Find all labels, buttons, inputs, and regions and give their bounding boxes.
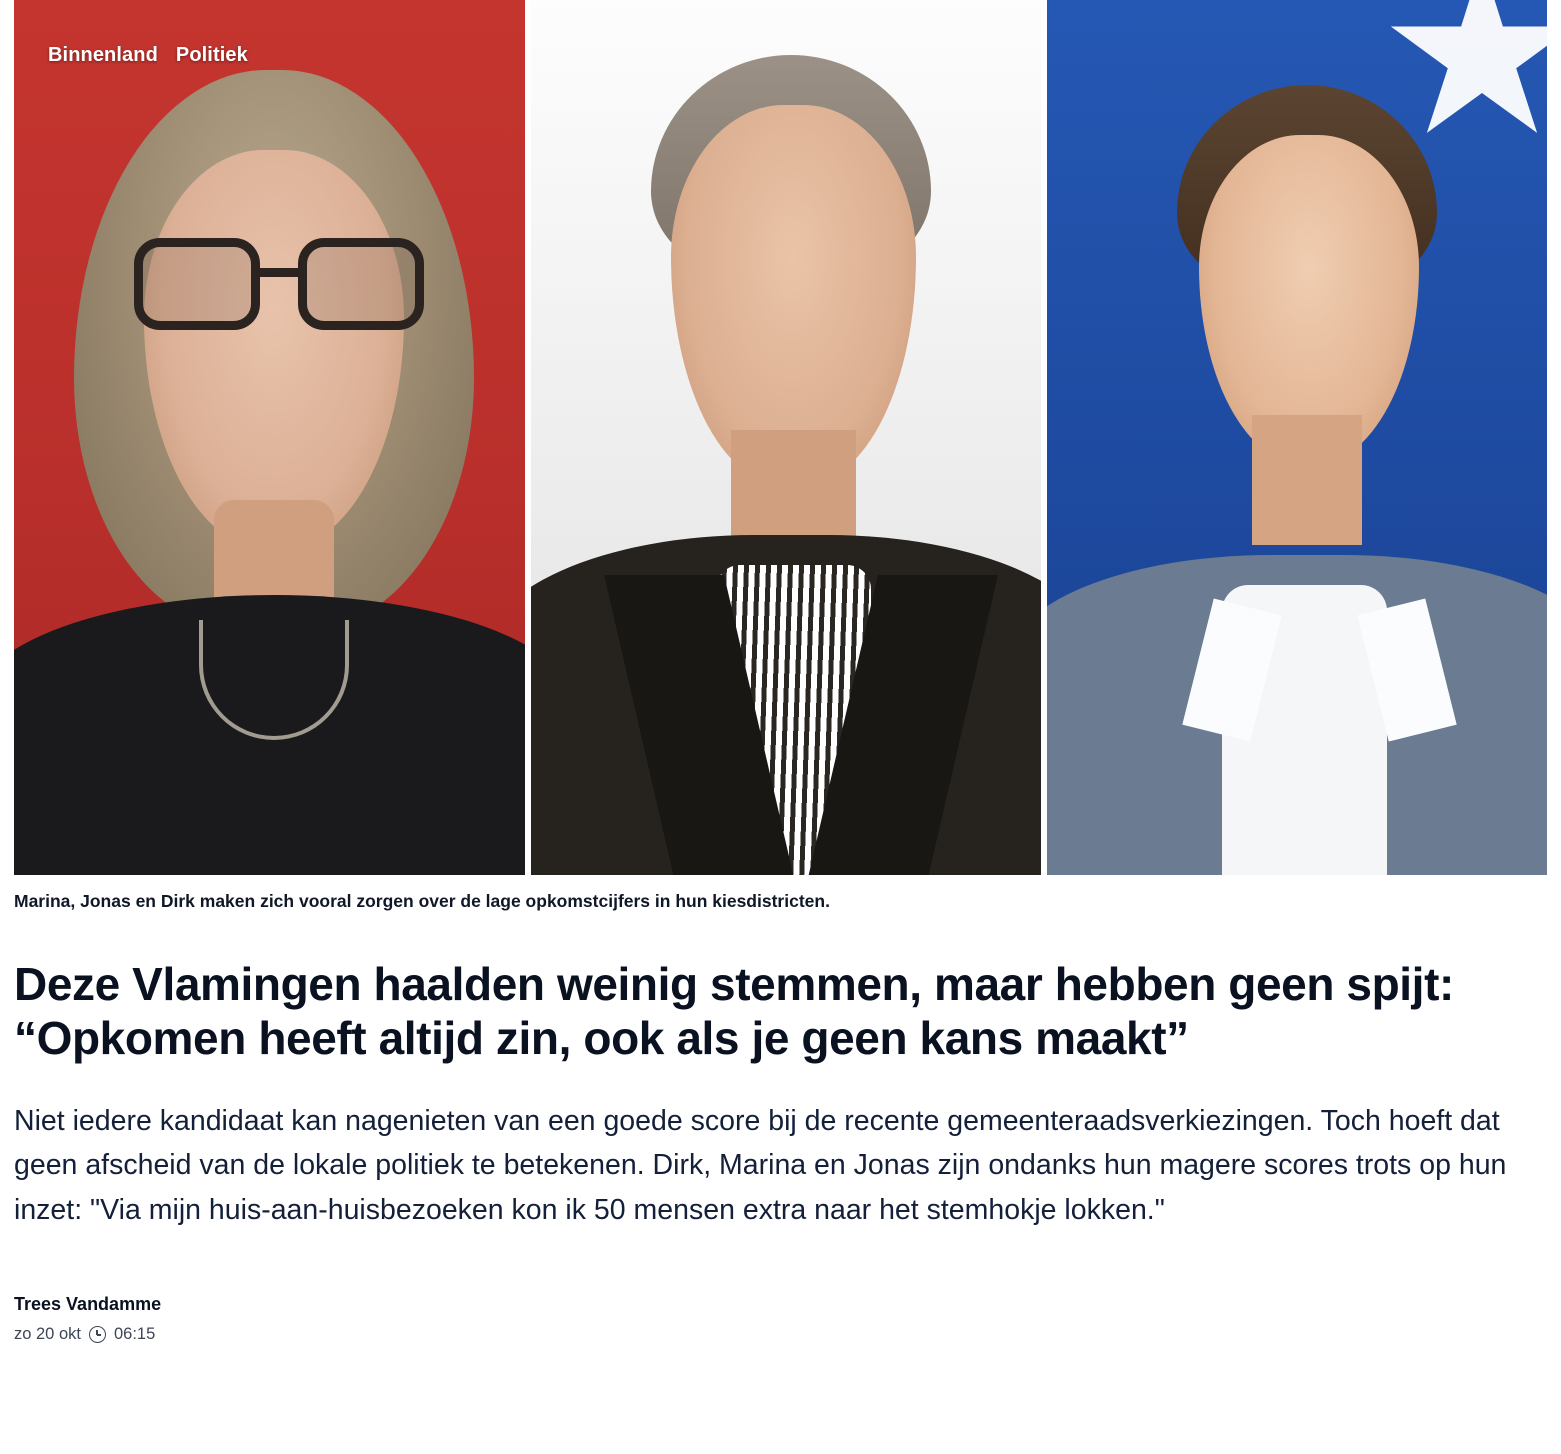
neck-shape bbox=[731, 430, 856, 550]
portrait-marina bbox=[14, 0, 525, 875]
publish-date: zo 20 okt bbox=[14, 1324, 81, 1343]
glasses-bridge bbox=[260, 268, 300, 277]
image-caption: Marina, Jonas en Dirk maken zich vooral zorgen over de lage opkomstcijfers in hun kiesdistricten. bbox=[14, 891, 830, 911]
glasses-icon bbox=[134, 238, 424, 330]
clock-icon bbox=[89, 1326, 106, 1343]
category-tags bbox=[48, 44, 248, 67]
publish-time: 06:15 bbox=[113, 1324, 156, 1343]
lens-right bbox=[298, 238, 424, 330]
article-meta bbox=[14, 1325, 1547, 1366]
author-name[interactable]: Trees Vandamme bbox=[14, 1293, 162, 1314]
hero-image bbox=[14, 0, 1547, 875]
tag-binnenland[interactable]: Binnenland bbox=[48, 44, 158, 66]
portrait-jonas bbox=[531, 0, 1041, 875]
article-intro: Niet iedere kandidaat kan nagenieten van een goede score bij de recente gemeenteraadsverkiezingen. Toch hoeft dat geen afscheid van de lokale politiek te betekenen. Dirk, Marina en Jonas zijn ondanks hun magere scores trots op hun inzet: "Via mijn huis-aan-huisbezoeken kon ik 50 mensen extra naar het stemhokje lokken." bbox=[14, 1105, 1507, 1226]
tag-politiek[interactable]: Politiek bbox=[175, 44, 248, 66]
portrait-dirk bbox=[1047, 0, 1547, 875]
lens-left bbox=[134, 238, 260, 330]
neck-shape bbox=[1252, 415, 1362, 545]
page-title: Deze Vlamingen haalden weinig stemmen, maar hebben geen spijt: “Opkomen heeft altijd zin, ook als je geen kans maakt” bbox=[14, 957, 1454, 1064]
